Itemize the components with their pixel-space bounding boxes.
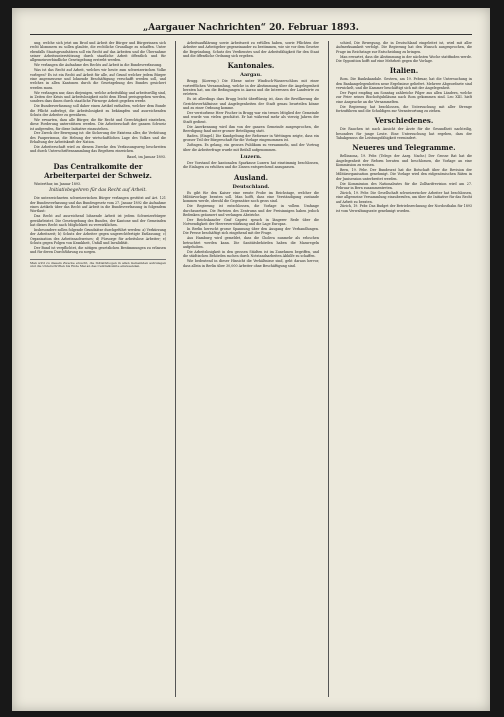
- section-heading: Kantonales.: [227, 61, 275, 71]
- article-paragraph: Der Vorstand der kantonalen Sparkasse Luzern hat einstimmig beschlossen, die Einlagen zu erhöhen und die Zinsen entsprechend anzupassen.: [183, 160, 319, 170]
- column-1: [30, 41, 166, 697]
- article-paragraph: schied, Die Bewegung, die in Deutschland eingeleitet ist, wird mit aller Aufmerksamkeit verfolgt. Die Regierung hat den Wunsch ausgesprochen, die Frage im Reichstage zur Entscheidung zu bringen.: [336, 41, 472, 54]
- signature-line: Basel, im Januar 1893.: [126, 154, 166, 159]
- article-paragraph: Die Regierung hat beschlossen, die Untersuchung mit aller Strenge fortzuführen und die Schuldigen zur Verantwortung zu ziehen.: [336, 104, 472, 113]
- article-paragraph: Wir verlangen die Aufnahme des Rechts auf Arbeit in die Bundesverfassung.: [34, 63, 163, 68]
- article-paragraph: Insbesondere sollen folgende Grundsätze durchgeführt werden: a) Verkürzung der Arbeitszeit; b) Schutz der Arbeiter gegen ungerechtfertigte Entlassung; c) Organisation des Arbeitsnachweises; d) Fürsorge für arbeitslose Arbeiter; e) Schutz gegen Folgen von Krankheit, Unfall und Invalidität.: [30, 228, 166, 246]
- section-heading: Ausland.: [233, 172, 269, 182]
- article-paragraph: Aus Hamburg wird gemeldet, dass die Cholera nunmehr als erloschen betrachtet werden kann. Die Sanitätsbehörden haben die Massregeln aufgehoben.: [183, 236, 319, 250]
- article-paragraph: Die Anerkennung wird ihm von der ganzen Gemeinde ausgesprochen, die Beerdigung fand unter grosser Beteiligung statt.: [183, 124, 319, 133]
- article-paragraph: Was ist das Recht auf Arbeit, welches wir heute zum schweizerischen Volke vorlegen? Es ist ein Recht auf Arbeit für alle, auf Grund welcher jedem Bürger eine angemessene und lohnende Beschäftigung verschafft werden soll, und welches in allen Kantonen durch die Gesetzgebung des Bundes gesichert werden muss.: [30, 68, 166, 90]
- article-paragraph: Rom. Die Bankskandale. Gestern, am 19. Februar, hat die Untersuchung in den Bankangelegenheiten neue Ergebnisse geliefert. Mehrere Abgeordnete sind verwickelt, und die Kammer beschäftigt sich mit der Angelegenheit.: [336, 77, 472, 90]
- newspaper-page: [12, 8, 490, 711]
- article-paragraph: Die Regierung ist entschlossen, die Vorlage in vollem Umfange durchzusetzen. Die Parteien des Zentrums und der Freisinnigen haben jedoch Bedenken geäussert und verlangen Abstriche.: [183, 204, 319, 217]
- centered-title: Initiativbegehren für das Recht auf Arbeit.: [49, 188, 147, 194]
- article-paragraph: Brugg. (Korresp.) Die Ebene unter Windisch-Wasserschloss mit einer vortrefflichen Versammlung, welche in der Abstimmung über die Angelegenheit beraten hat, um die Bedingungen in Aarau und die Interessen der Landwirte zu erörtern.: [183, 79, 319, 97]
- article-paragraph: Die unterzeichneten schweizerischen Bürger verlangen gestützt auf Art. 121 der Bundesverfassung und das Bundesgesetz vom 27. Januar 1892 die Aufnahme eines Artikels über das Recht auf Arbeit in die Bundesverfassung in folgendem Wortlaut:: [30, 196, 166, 214]
- column-3: [336, 41, 472, 697]
- masthead: „Aargauer Nachrichten“ 20. Februar 1893.: [30, 22, 472, 35]
- article-paragraph: Die Rauchen ist nach Ansicht der Ärzte für die Gesundheit nachteilig, besonders für junge Leute. Eine Untersuchung hat ergeben, dass der Tabakgenuss die Leistungsfähigkeit vermindert.: [336, 127, 472, 140]
- article-paragraph: Zürich, 19. Febr. Das Budget der Betriebsrechnung der Nordostbahn für 1893 ist vom Verwaltungsrate genehmigt worden.: [336, 204, 472, 213]
- article-paragraph: Arbeitsaufklärung sowie Arbeitszeit zu erfüllen haben, sowie Pflichten der Arbeiter und Arbeitgeber gegeneinander zu bestimmen, wie sie vor dem Gesetze die Begründung, Schutz des Verdienstes und der Arbeitsfähigkeit für den Staat und die öffentliche Ordnung sich ergeben.: [183, 41, 319, 59]
- article-paragraph: Baden. (Eingel.) Die Kundgebung der Reformer in Wettingen zeigte, dass ein grosser Teil der Bürgerschaft für die Vorlage eingenommen ist.: [183, 133, 319, 143]
- column-2: [183, 41, 319, 697]
- article-paragraph: Zofingen. Es gelang, ein grosses Publikum zu versammeln, und der Vortrag über die Arbeiterfrage wurde mit Beifall aufgenommen.: [183, 143, 319, 152]
- column-rule: [328, 41, 329, 697]
- footnote: Man wird zu diesem Zwecke ersucht, die Initiativbogen in allen Gemeinden aufzulegen und die Unterschriften bis Ende Mai an das Centralkomite einzusenden.: [30, 260, 166, 269]
- article-paragraph: In Berlin herrscht grosse Spannung über den Ausgang der Verhandlungen. Die Presse beschäftigt sich eingehend mit der Frage.: [183, 227, 319, 236]
- article-paragraph: Man erwartet, dass die Abstimmung in der nächsten Woche stattfinden werde. Die Opposition hofft auf eine Mehrheit gegen die Vorlage.: [336, 54, 472, 63]
- article-paragraph: Bern, 19. Febr. Der Bundesrat hat die Botschaft über die Revision der Militärorganisation genehmigt. Die Vorlage wird den eidgenössischen Räten in der Junisession unterbreitet werden.: [336, 167, 472, 181]
- article-paragraph: Die Arbeitslosigkeit in den grossen Städten ist im Zunehmen begriffen, und die städtischen Behörden suchen durch Notstandsarbeiten Abhilfe zu schaffen.: [183, 249, 319, 259]
- article-paragraph: Es ist allerdings dass Brugg leicht überflüssig ist, dass die Bevölkerung die Gerichtsverhältnisse und Angelegenheiten der Stadt genau beurteilen könne und zu einer Ordnung komme.: [183, 97, 319, 111]
- article-paragraph: Die Arbeiterschaft wird zu diesem Zwecke den Verfassungsweg beschreiten und durch Unterschriftensammlung das Begehren einreichen.: [30, 145, 166, 154]
- article-paragraph: Die Bundesverfassung soll daher einen Artikel enthalten, welcher dem Bunde die Pflicht auferlegt, die Arbeitslosigkeit zu bekämpfen und ausreichenden Schutz der Arbeiter zu gewähren.: [30, 104, 166, 117]
- section-heading: Das Centralkomite der Arbeiterpartei der Schweiz.: [44, 162, 152, 181]
- article-paragraph: Der Zweck der Bewegung ist: die Sicherung der Existenz aller, die Verhütung des Pauperismus, die Hebung der wirtschaftlichen Lage des Volkes und die Erhaltung der Arbeitskraft der Nation.: [30, 131, 166, 145]
- article-paragraph: Der Papst empfing am Sonntag zahlreiche Pilger aus allen Ländern, welche zur Feier seines Bischofsjubiläums nach Rom gekommen sind. Leo XIII. hielt eine Ansprache an die Versammelten.: [336, 90, 472, 104]
- column-rule: [175, 41, 176, 697]
- article-paragraph: Winterthur, im Januar 1893.: [34, 182, 82, 187]
- article-paragraph: Zürich, 19. Febr. Die Gesellschaft schweizerischer Arbeiter hat beschlossen, eine allgemeine Versammlung einzuberufen, um über die Initiative für das Recht auf Arbeit zu beraten.: [336, 190, 472, 204]
- section-heading: Neueres und Telegramme.: [352, 143, 456, 153]
- article-paragraph: Die Kommission des Nationalrates für die Zolltarifrevision wird am 27. Februar in Bern zusammentreten.: [336, 181, 472, 190]
- article-paragraph: Der verstorbene Herr Fischer in Brugg war ein treues Mitglied der Gemeinde und wurde von vielen geschätzt. Er hat während mehr als vierzig Jahren der Stadt gedient.: [183, 110, 319, 124]
- article-paragraph: ung, welche sich jetzt um Brod und Arbeit der Bürger und Bürgerinnen sich recht klommern zu sollen glaubte, die rechtliche Grundlage zu schaffen. Unter ebenfalls Staatsgrundsätzen soll ein Recht auf das Arbeiten und die Übernahme seiner Arbeitsunterstützung durch staatliche Arbeit öffentlich und für allgemeinverbindliche Gesetzgebung erstrebt werden.: [30, 41, 166, 63]
- article-paragraph: Der Bund ist verpflichtet, die nötigen gesetzlichen Bestimmungen zu erlassen und für deren Durchführung zu sorgen.: [30, 246, 166, 255]
- section-heading: Italien.: [389, 66, 419, 76]
- paper-name: Aargauer Nachrichten: [148, 23, 261, 33]
- article-paragraph: Das Recht auf ausreichend lohnende Arbeit ist jedem Schweizerbürger gewährleistet. Die Gesetzgebung des Bundes, der Kantone und der Gemeinden hat dieses Recht nach Möglichkeit zu verwirklichen.: [30, 214, 166, 228]
- article-paragraph: Wie bedeutend in dieser Hinsicht die Verhältnisse sind, geht daraus hervor, dass allein in Berlin über 30,000 Arbeiter ohne Beschäftigung sind.: [183, 259, 319, 268]
- issue-date: 20. Februar 1893.: [269, 23, 359, 33]
- article-paragraph: Bellinzona, 19. Febr. (Telegr. der Aarg. Nachr.) Der Grosse Rat hat die Angelegenheit der Reform beraten und beschlossen, die Vorlage an eine Kommission zu weisen.: [336, 154, 472, 167]
- article-paragraph: Es gibt für den Kaiser eine ernste Probe im Reichstage, welcher die Militärvorlage beraten soll. Man hofft, dass eine Verständigung zustande kommen werde, obwohl die Gegensätze noch gross sind.: [183, 190, 319, 204]
- article-paragraph: Der Reichskanzler Graf Caprivi sprach in längerer Rede über die Notwendigkeit der Heeresverstärkung und die Lage Europas.: [183, 217, 319, 227]
- article-paragraph: Wir erwarten, dass alle Bürger, die für Recht und Gerechtigkeit einstehen, diese Forderung unterstützen werden. Die Arbeiterschaft der ganzen Schweiz ist aufgerufen, für diese Initiative einzustehen.: [30, 117, 166, 131]
- article-paragraph: Wir verlangen nur, dass diejenigen, welche arbeitsfähig und arbeitswillig sind, in Zeiten der Krisis und Arbeitslosigkeit nicht dem Elend preisgegeben werden, sondern dass ihnen durch staatliche Fürsorge Arbeit gegeben werde.: [30, 90, 166, 104]
- section-heading: Verschiedenes.: [374, 116, 434, 126]
- subsection-heading: Deutschland.: [232, 183, 270, 190]
- subsection-heading: Luzern.: [240, 153, 262, 160]
- subsection-heading: Aargau.: [240, 72, 262, 79]
